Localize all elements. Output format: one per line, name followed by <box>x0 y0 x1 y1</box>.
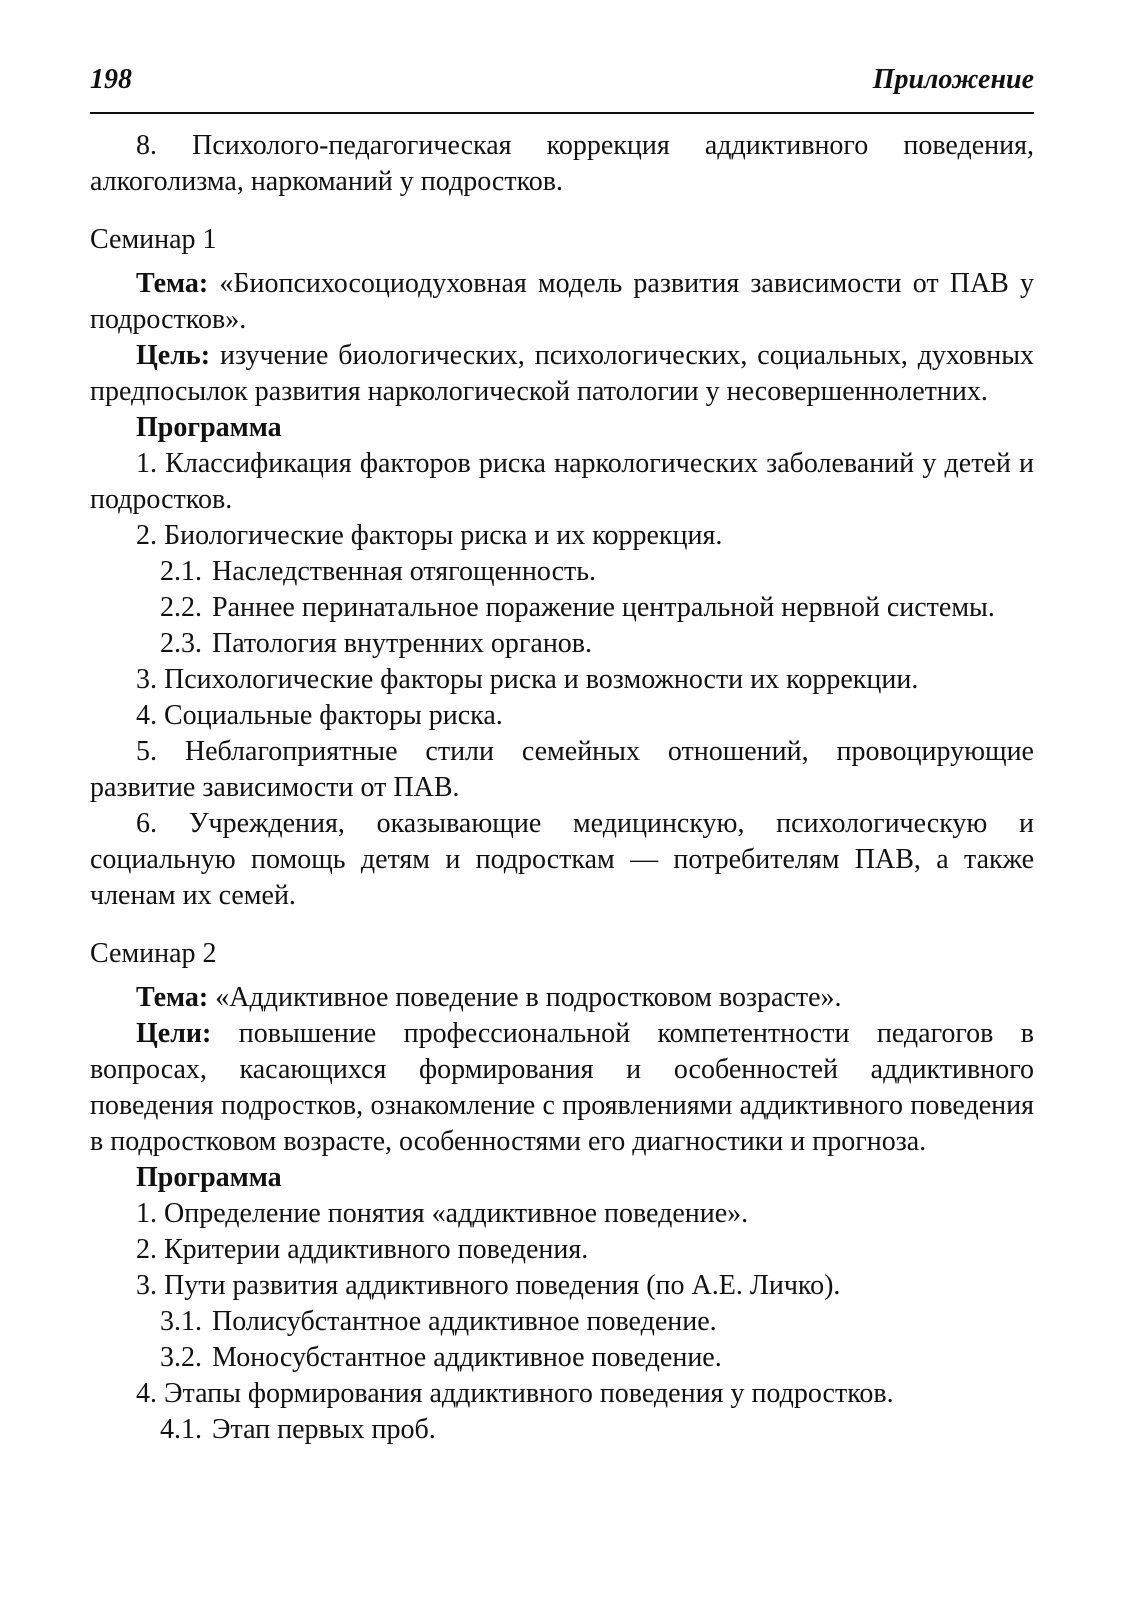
seminar1-heading: Семинар 1 <box>90 224 217 255</box>
seminar1-item-3: 3. Психологические факторы риска и возможности их коррекции. <box>136 664 919 695</box>
seminar1-topic-text: «Биопсихосоциодуховная модель развития зависимости от ПАВ у подростков». <box>90 268 1034 335</box>
subitem-number: 2.3. <box>160 628 202 659</box>
subitem-text: Наследственная отягощенность. <box>212 556 597 587</box>
seminar2-program-label: Программа <box>136 1162 282 1193</box>
seminar2-item-2: 2. Критерии аддиктивного поведения. <box>136 1234 589 1265</box>
seminar1-goal <box>90 338 1034 410</box>
seminar1-item-1: 1. Классификация факторов риска наркологических заболеваний у детей и подростков. <box>90 448 1034 515</box>
subitem-text: Патология внутренних органов. <box>212 628 593 659</box>
seminar2-subitem-4-1 <box>160 1412 1034 1448</box>
seminar2-goal-text: повышение профессиональной компетентности педагогов в вопросах, касающихся формирования и особенностей аддиктивного поведения подростков, ознакомление с проявлениями аддиктивного поведения в подростковом возрасте, особенностями его диагностики и прогноза. <box>90 1018 1034 1157</box>
intro-item: 8. Психолого-педагогическая коррекция аддиктивного поведения, алкоголизма, наркоманий у подростков. <box>90 130 1034 197</box>
seminar2-topic <box>90 980 1034 1016</box>
seminar1-item-5: 5. Неблагоприятные стили семейных отношений, провоцирующие развитие зависимости от ПАВ. <box>90 736 1034 803</box>
document-page <box>90 62 1034 1448</box>
seminar1-subitem-2-1 <box>160 554 1034 590</box>
subitem-number: 3.2. <box>160 1342 202 1373</box>
subitem-text: Моносубстантное аддиктивное поведение. <box>212 1342 722 1373</box>
header-rule <box>90 112 1034 114</box>
seminar1-item-6: 6. Учреждения, оказывающие медицинскую, психологическую и социальную помощь детям и подросткам — потребителям ПАВ, а также членам их семей. <box>90 808 1034 911</box>
seminar2-topic-label: Тема: <box>136 982 209 1013</box>
running-title: Приложение <box>872 64 1034 95</box>
subitem-text: Полисубстантное аддиктивное поведение. <box>212 1306 717 1337</box>
seminar1-subitem-2-3 <box>160 626 1034 662</box>
seminar2-subitem-3-2 <box>160 1340 1034 1376</box>
subitem-number: 3.1. <box>160 1306 202 1337</box>
seminar2-topic-text: «Аддиктивное поведение в подростковом возрасте». <box>215 982 842 1013</box>
seminar2-item-1: 1. Определение понятия «аддиктивное поведение». <box>136 1198 749 1229</box>
seminar1-goal-label: Цель: <box>136 340 211 371</box>
subitem-text: Раннее перинатальное поражение центральной нервной системы. <box>212 592 995 623</box>
seminar1-item-2: 2. Биологические факторы риска и их коррекция. <box>136 520 723 551</box>
seminar1-program-label: Программа <box>136 412 282 443</box>
seminar2-heading: Семинар 2 <box>90 938 217 969</box>
seminar2-item-4: 4. Этапы формирования аддиктивного поведения у подростков. <box>136 1378 894 1409</box>
seminar2-item-3: 3. Пути развития аддиктивного поведения (по А.Е. Личко). <box>136 1270 841 1301</box>
page-number: 198 <box>90 64 132 95</box>
seminar1-topic-label: Тема: <box>136 268 209 299</box>
subitem-number: 2.2. <box>160 592 202 623</box>
subitem-number: 2.1. <box>160 556 202 587</box>
subitem-number: 4.1. <box>160 1414 202 1445</box>
seminar2-subitem-3-1 <box>160 1304 1034 1340</box>
subitem-text: Этап первых проб. <box>212 1414 436 1445</box>
seminar1-goal-text: изучение биологических, психологических, социальных, духовных предпосылок развития наркологической патологии у несовершеннолетних. <box>90 340 1035 407</box>
seminar1-item-4: 4. Социальные факторы риска. <box>136 700 503 731</box>
seminar1-subitem-2-2 <box>160 590 1034 626</box>
page-header <box>90 62 1034 104</box>
seminar1-topic <box>90 266 1034 338</box>
seminar2-goal <box>90 1016 1034 1160</box>
seminar2-goal-label: Цели: <box>136 1018 212 1049</box>
